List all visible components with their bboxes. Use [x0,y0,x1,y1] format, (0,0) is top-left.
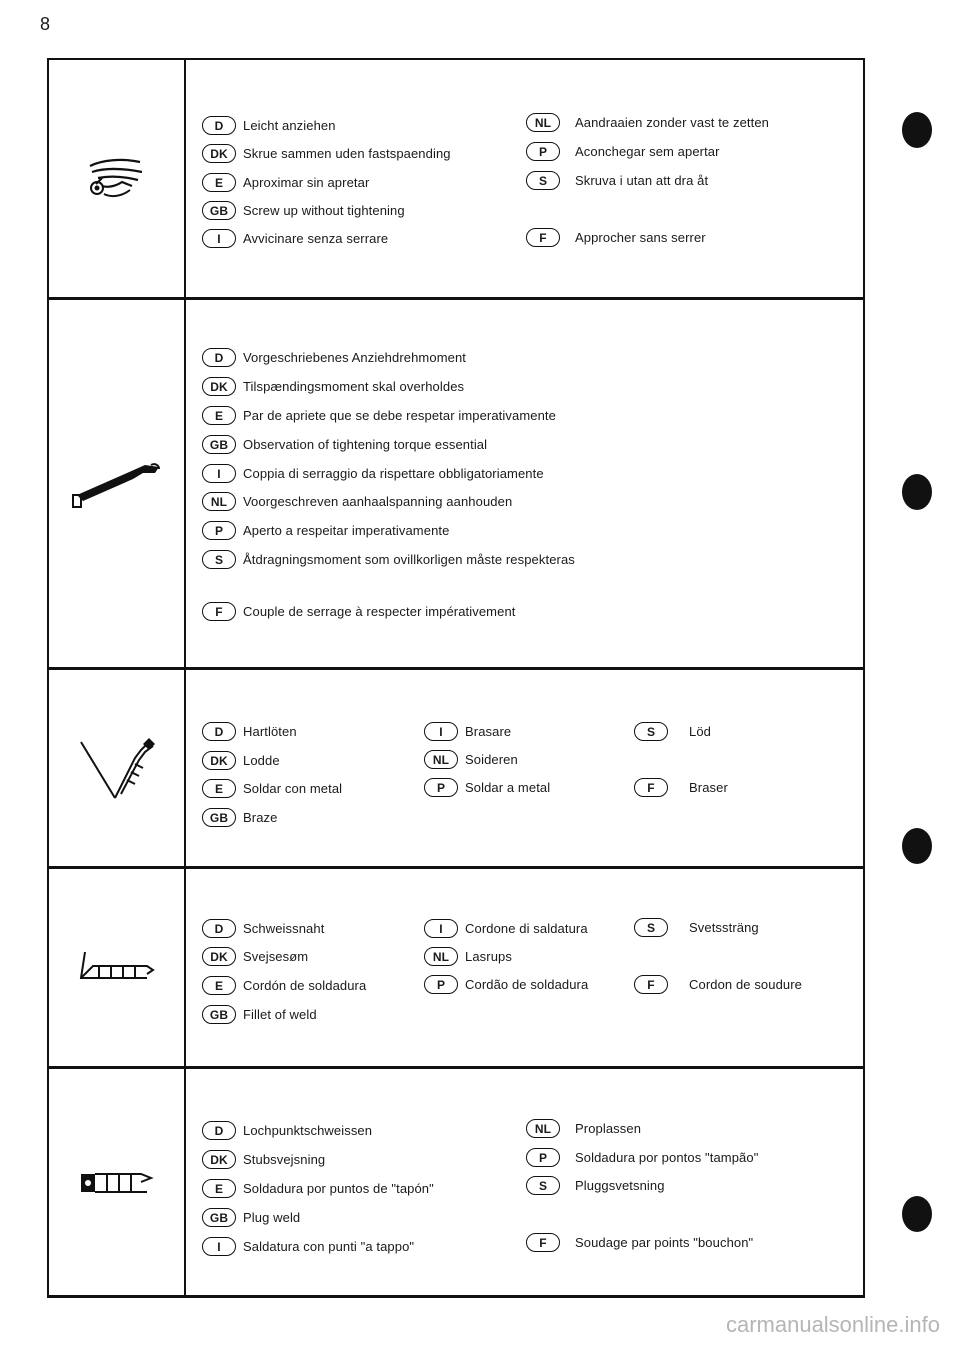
language-badge: DK [202,751,236,770]
legend-entry [424,722,511,741]
language-badge: S [526,171,560,190]
legend-entry [202,173,369,192]
entry-text: Plug weld [243,1210,301,1225]
fillet-weld-icon [77,948,157,988]
legend-entry [424,778,550,797]
language-badge: NL [526,1119,560,1138]
symbol-legend-table [47,58,865,1298]
legend-entry [202,1121,372,1140]
legend-entry [202,116,336,135]
legend-entry [202,377,464,396]
legend-entry [202,1208,300,1227]
entry-text: Tilspændingsmoment skal overholdes [243,379,465,394]
legend-entry [202,464,544,483]
entry-text: Aconchegar sem apertar [575,144,720,159]
language-badge: D [202,1121,236,1140]
language-badge: F [202,602,236,621]
legend-entry [202,1179,434,1198]
entry-text: Braze [243,810,278,825]
language-badge: D [202,348,236,367]
screw-up-hand-icon [82,154,152,204]
entry-text: Soldadura por puntos de "tapón" [243,1181,434,1196]
legend-entry [202,492,512,511]
language-badge: DK [202,947,236,966]
language-badge: I [424,722,458,741]
binder-hole-mark [902,1196,932,1232]
language-badge: E [202,406,236,425]
binder-hole-mark [902,828,932,864]
legend-entry [202,229,388,248]
binder-hole-mark [902,474,932,510]
entry-text: Aproximar sin apretar [243,175,370,190]
language-badge: NL [424,947,458,966]
language-badge: F [526,228,560,247]
legend-row [49,869,865,1069]
entry-text: Svejsesøm [243,949,309,964]
entry-text: Proplassen [575,1121,642,1136]
legend-entry [424,975,588,994]
legend-entry [526,1233,753,1252]
language-badge: P [526,1148,560,1167]
legend-row [49,1069,865,1298]
entry-text: Soldar a metal [465,780,551,795]
legend-entry [202,722,297,741]
entry-text: Observation of tightening torque essential [243,437,488,452]
icon-cell [49,670,186,866]
entry-text: Screw up without tightening [243,203,405,218]
legend-entry [202,521,449,540]
language-badge: S [526,1176,560,1195]
legend-entry [202,348,466,367]
entry-text: Lodde [243,753,280,768]
text-cell [186,300,865,667]
language-badge: P [424,975,458,994]
binder-hole-mark [902,112,932,148]
entry-text: Brasare [465,724,512,739]
legend-row [49,670,865,869]
icon-cell [49,869,186,1066]
language-badge: F [634,975,668,994]
legend-entry [202,976,366,995]
language-badge: E [202,779,236,798]
language-badge: P [202,521,236,540]
language-badge: P [424,778,458,797]
legend-entry [526,142,720,161]
legend-entry [202,144,451,163]
entry-text: Pluggsvetsning [575,1178,665,1193]
text-cell [186,670,865,866]
language-badge: I [202,229,236,248]
language-badge: I [202,464,236,483]
legend-entry [202,201,405,220]
entry-text: Hartlöten [243,724,297,739]
entry-text: Couple de serrage à respecter impérativement [243,604,516,619]
legend-entry [526,171,708,190]
legend-entry [202,550,575,569]
legend-entry [202,751,280,770]
legend-entry [202,1237,414,1256]
entry-text: Soldadura por pontos "tampão" [575,1150,759,1165]
language-badge: I [202,1237,236,1256]
legend-entry [526,113,769,132]
language-badge: E [202,173,236,192]
legend-entry [526,1176,665,1195]
language-badge: DK [202,1150,236,1169]
entry-text: Cordón de soldadura [243,978,367,993]
language-badge: I [424,919,458,938]
legend-entry [634,975,802,994]
entry-text: Fillet of weld [243,1007,317,1022]
legend-entry [526,1119,641,1138]
entry-text: Svetssträng [689,920,759,935]
legend-entry [202,1005,317,1024]
entry-text: Soudage par points "bouchon" [575,1235,754,1250]
plug-weld-icon [77,1164,157,1200]
entry-text: Leicht anziehen [243,118,336,133]
entry-text: Vorgeschriebenes Anziehdrehmoment [243,350,466,365]
entry-text: Aandraaien zonder vast te zetten [575,115,769,130]
language-badge: GB [202,435,236,454]
language-badge: S [202,550,236,569]
entry-text: Skruva i utan att dra åt [575,173,709,188]
text-cell [186,60,865,297]
entry-text: Schweissnaht [243,921,325,936]
entry-text: Aperto a respeitar imperativamente [243,523,450,538]
legend-entry [202,435,487,454]
entry-text: Par de apriete que se debe respetar imperativamente [243,408,556,423]
language-badge: DK [202,377,236,396]
language-badge: NL [526,113,560,132]
legend-entry [202,602,515,621]
entry-text: Avvicinare senza serrare [243,231,389,246]
legend-entry [634,778,728,797]
brazing-torch-icon [77,728,157,808]
entry-text: Cordon de soudure [689,977,802,992]
legend-entry [526,228,706,247]
legend-entry [424,750,518,769]
entry-text: Cordão de soldadura [465,977,589,992]
legend-entry [634,722,711,741]
language-badge: F [634,778,668,797]
language-badge: D [202,722,236,741]
icon-cell [49,1069,186,1295]
entry-text: Voorgeschreven aanhaalspanning aanhouden [243,494,513,509]
legend-entry [634,918,759,937]
language-badge: F [526,1233,560,1252]
language-badge: DK [202,144,236,163]
entry-text: Löd [689,724,711,739]
legend-entry [202,947,308,966]
text-cell [186,869,865,1066]
legend-entry [424,919,588,938]
legend-row [49,60,865,300]
language-badge: S [634,918,668,937]
language-badge: E [202,1179,236,1198]
legend-entry [202,808,277,827]
language-badge: D [202,116,236,135]
entry-text: Åtdragningsmoment som ovillkorligen måste respekteras [243,552,575,567]
language-badge: S [634,722,668,741]
legend-entry [424,947,512,966]
entry-text: Stubsvejsning [243,1152,326,1167]
text-cell [186,1069,865,1295]
watermark: carmanualsonline.info [725,1312,940,1337]
entry-text: Soldar con metal [243,781,343,796]
language-badge: D [202,919,236,938]
language-badge: GB [202,1005,236,1024]
entry-text: Soideren [465,752,518,767]
language-badge: P [526,142,560,161]
legend-entry [202,1150,325,1169]
language-badge: E [202,976,236,995]
legend-row [49,300,865,670]
entry-text: Skrue sammen uden fastspaending [243,146,451,161]
language-badge: GB [202,1208,236,1227]
entry-text: Approcher sans serrer [575,230,706,245]
legend-entry [526,1148,758,1167]
entry-text: Braser [689,780,728,795]
icon-cell [49,60,186,297]
entry-text: Cordone di saldatura [465,921,588,936]
language-badge: NL [424,750,458,769]
language-badge: NL [202,492,236,511]
entry-text: Coppia di serraggio da rispettare obbligatoriamente [243,466,544,481]
entry-text: Lochpunktschweissen [243,1123,373,1138]
language-badge: GB [202,201,236,220]
icon-cell [49,300,186,667]
torque-wrench-icon [67,459,167,509]
page-number: 8 [40,14,51,34]
entry-text: Saldatura con punti "a tappo" [243,1239,415,1254]
legend-entry [202,919,324,938]
entry-text: Lasrups [465,949,512,964]
legend-entry [202,406,556,425]
language-badge: GB [202,808,236,827]
legend-entry [202,779,342,798]
